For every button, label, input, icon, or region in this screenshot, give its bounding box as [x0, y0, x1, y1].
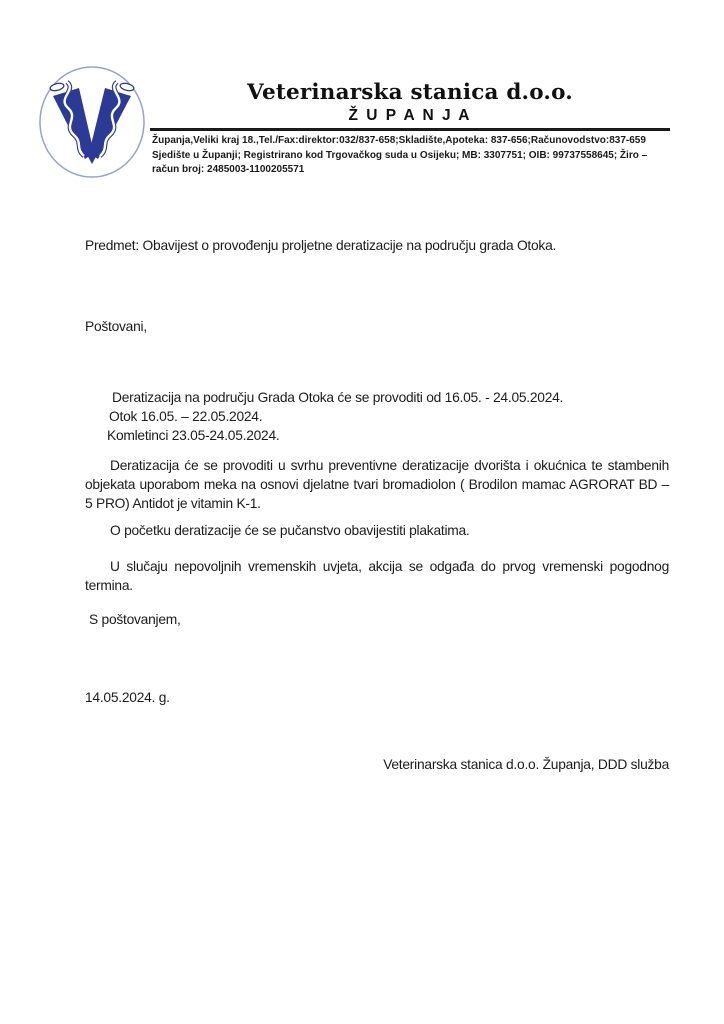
- header-divider: [150, 128, 670, 131]
- company-logo: [37, 65, 147, 179]
- contact-line-account: račun broj: 2485003-1100205571: [152, 164, 305, 175]
- salutation: Poštovani,: [85, 319, 147, 334]
- company-name: Veterinarska stanica d.o.o.: [247, 80, 573, 105]
- contact-line-registration: Sjedište u Županji; Registrirano kod Trgovačkog suda u Osijeku; MB: 3307751; OIB: 99737558645; Žiro –: [152, 149, 648, 161]
- letterhead: [152, 80, 668, 126]
- paragraph-method: Deratizacija će se provoditi u svrhu preventivne deratizacije dvorišta i okućnica te stambenih objekata uporabom meka na osnovi djelatne tvari bromadiolon ( Brodilon mamac AGRORAT BD – 5 PRO) Antidot je vitamin K-1.: [85, 458, 669, 511]
- signature-line: Veterinarska stanica d.o.o. Županja, DDD služba: [383, 757, 669, 772]
- date-line: 14.05.2024. g.: [85, 690, 170, 705]
- closing-salutation: S poštovanjem,: [89, 612, 181, 627]
- paragraph-weather: U slučaju nepovoljnih vremenskih uvjeta, akcija se odgađa do prvog vremenski pogodnog termina.: [85, 559, 669, 593]
- veterinary-v-snakes-icon: [37, 65, 147, 179]
- subject-line: Predmet: Obavijest o provođenju proljetne deratizacije na području grada Otoka.: [85, 238, 557, 253]
- schedule-komletinci: Komletinci 23.05-24.05.2024.: [107, 428, 280, 443]
- contact-info: [152, 134, 672, 178]
- company-city: Ž U P A N J A: [348, 107, 472, 124]
- contact-line-address: Županja,Veliki kraj 18.,Tel./Fax:direktor:032/837-658;Skladište,Apoteka: 837-656;Računovodstvo:837-659: [152, 135, 646, 146]
- deratization-schedule: [85, 388, 669, 445]
- schedule-otok: Otok 16.05. – 22.05.2024.: [109, 409, 263, 424]
- schedule-intro: Deratizacija na području Grada Otoka će se provoditi od 16.05. - 24.05.2024.: [112, 390, 564, 405]
- paragraph-posters: O početku deratizacije će se pučanstvo obavijestiti plakatima.: [110, 523, 470, 538]
